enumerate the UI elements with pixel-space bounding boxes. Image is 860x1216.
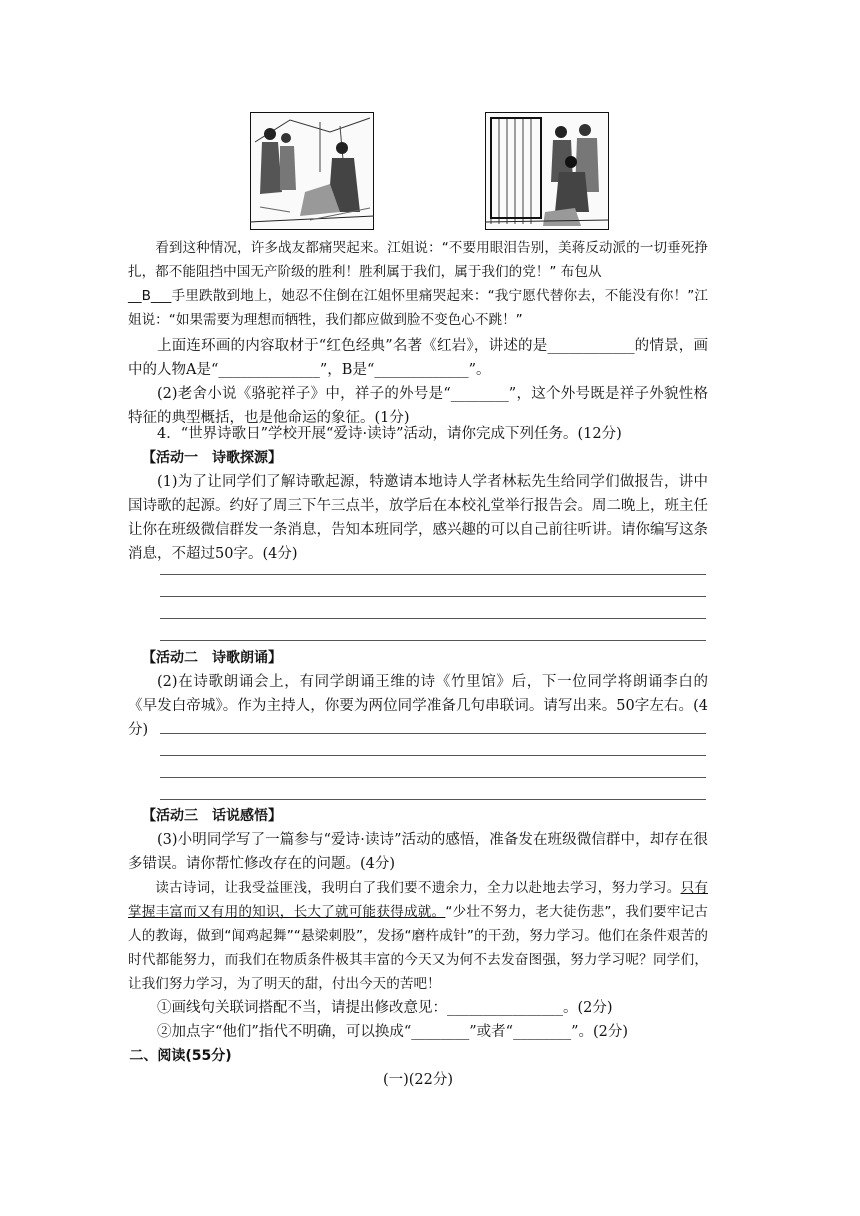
comic-scene-icon xyxy=(250,112,374,230)
activity-2-text: (2)在诗歌朗诵会上，有同学朗诵王维的诗《竹里馆》后，下一位同学将朗诵李白的《早发白帝城》。作为主持人，你要为两位同学准备几句串联词。请写出来。50字左右。(4分) xyxy=(128,674,708,738)
essay-text: “少壮不努力，老大徒伤悲”，我们要牢记古人的教诲，做到“闻鸡起舞”“悬梁刺股”，发扬“磨杵成针”的干劲，努力学习。他们在条件艰苦的时代都能努力，而我们在物质条件极其丰富的今天又为何不去发奋图强，努力学习呢？同学们，让我们努力学习，为了明天的甜，付出今天的苦吧！ xyxy=(128,904,708,992)
answer-line xyxy=(160,755,706,756)
comic-caption-paragraph: 看到这种情况，许多战友都痛哭起来。江姐说：“不要用眼泪告别，美蒋反动派的一切垂死挣扎，都不能阻挡中国无产阶级的胜利！胜利属于我们，属于我们的党！” 布包从 xyxy=(128,240,708,280)
essay-paragraph xyxy=(128,876,708,996)
comic-illustration-right xyxy=(485,112,609,230)
activity-3-heading: 【活动三 话说感悟】 xyxy=(142,808,282,824)
activity-1-text: (1)为了让同学们了解诗歌起源，特邀请本地诗人学者林耘先生给同学们做报告，讲中国诗歌的起源。约好了周三下午三点半，放学后在本校礼堂举行报告会。周二晚上，班主任让你在班级微信群发一条消息，告知本班同学，感兴趣的可以自己前往听讲。请你编写这条消息，不超过50字。(4分) xyxy=(128,474,708,562)
sub-question-1: ①画线句关联词搭配不当，请提出修改意见：________________。(2分) xyxy=(157,1000,613,1016)
comic-caption-block xyxy=(128,236,708,332)
activity-2-block xyxy=(128,646,708,742)
comic-illustration-left xyxy=(250,112,374,230)
part-heading: (一)(22分) xyxy=(382,1072,454,1088)
sub-question-2: ②加点字“他们”指代不明确，可以换成“________”或者“________”。(2分) xyxy=(157,1024,629,1040)
question-4-title: 4．“世界诗歌日”学校开展“爱诗·读诗”活动，请你完成下列任务。(12分) xyxy=(157,426,622,442)
essay-text: 读古诗词，让我受益匪浅，我明白了我们要不遗余力，全力以赴地去学习，努力学习。 xyxy=(155,880,681,896)
question-3-text: 上面连环画的内容取材于“红色经典”名著《红岩》，讲述的是____________的情景，画中的人物A是“______________”，B是“_____________”。 xyxy=(128,338,708,378)
answer-line xyxy=(160,596,706,597)
answer-line xyxy=(160,733,706,734)
activity-2-heading: 【活动二 诗歌朗诵】 xyxy=(142,650,282,666)
answer-line xyxy=(160,777,706,778)
answer-line xyxy=(160,640,706,641)
activity-1-heading: 【活动一 诗歌探源】 xyxy=(142,450,282,466)
question-3-block xyxy=(128,334,708,430)
question-3-2-text: (2)老舍小说《骆驼祥子》中，祥子的外号是“________”，这个外号既是祥子外貌性格特征的典型概括，也是他命运的象征。(1分) xyxy=(128,386,708,426)
activity-3-block xyxy=(128,804,708,1092)
answer-line xyxy=(160,574,706,575)
question-4-block xyxy=(128,422,708,566)
section-heading: 二、阅读(55分) xyxy=(129,1048,232,1064)
answer-line xyxy=(160,799,706,800)
comic-caption-paragraph: __B___手里跌散到地上，她忍不住倒在江姐怀里痛哭起来：“我宁愿代替你去，不能没有你！”江姐说：“如果需要为理想而牺牲，我们都应做到脸不变色心不跳！” xyxy=(128,288,708,328)
comic-scene-icon xyxy=(485,112,609,230)
underlined-sentence: 只有掌握丰富而又有用的知识，长大了就可能获得成就。 xyxy=(128,880,708,920)
answer-line xyxy=(160,618,706,619)
activity-3-text: (3)小明同学写了一篇参与“爱诗·读诗”活动的感悟，准备发在班级微信群中，却存在很多错误。请你帮忙修改存在的问题。(4分) xyxy=(128,832,708,872)
